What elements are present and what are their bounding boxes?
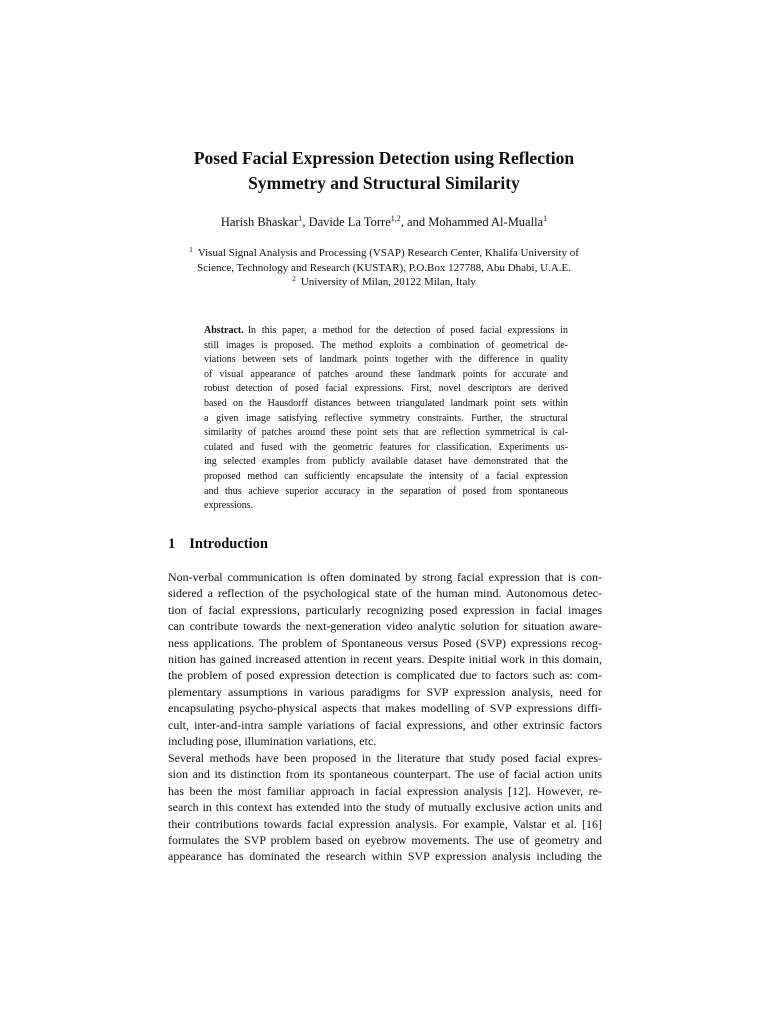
author-affiliation-mark: 1 — [543, 214, 548, 223]
paragraph-line: has been the most familiar approach in facial expression analysis [12]. However, re- — [168, 783, 602, 798]
paragraph-line: plementary assumptions in various paradigms for SVP expression analysis, need for — [168, 684, 602, 699]
paragraph-line: encapsulating psycho-physical aspects that makes modelling of SVP expressions diffi- — [168, 701, 602, 716]
abstract-line: expressions. — [204, 500, 254, 512]
abstract-line: ing selected examples from publicly available dataset have demonstrated that the — [204, 456, 568, 468]
author-name: Davide La Torre — [308, 215, 391, 229]
body-paragraph — [168, 569, 602, 749]
author-name: Harish Bhaskar — [220, 215, 299, 229]
abstract-line: of visual appearance of patches around these landmark points for accurate and — [204, 368, 568, 380]
affiliation-mark: 1 — [189, 245, 193, 254]
affiliation-line — [150, 275, 618, 290]
title-line: Symmetry and Structural Similarity — [248, 173, 520, 193]
section-title: Introduction — [189, 536, 268, 552]
abstract-line — [204, 324, 568, 339]
paragraph-line: including pose, illumination variations, etc. — [168, 734, 377, 749]
paragraph-line: can contribute towards the next-generation video analytic solution for situation aware- — [168, 619, 602, 634]
abstract-label: Abstract. — [204, 325, 244, 336]
paragraph-line: the problem of posed expression detection is complicated due to factors such as: com- — [168, 668, 602, 683]
affiliation-mark: 2 — [292, 274, 296, 283]
paragraph-line: sidered a reflection of the psychological state of the human mind. Autonomous detec- — [168, 586, 602, 601]
affiliation-line — [150, 246, 618, 261]
affiliation-line: Science, Technology and Research (KUSTAR), P.O.Box 127788, Abu Dhabi, U.A.E. — [197, 261, 571, 274]
abstract-line: a given image satisfying reflective symmetry constraints. Further, the structural — [204, 412, 568, 424]
paragraph-line: tion of facial expressions, particularly recognizing posed expression in facial images — [168, 602, 602, 617]
paper-title — [120, 146, 648, 196]
abstract — [204, 324, 568, 514]
abstract-line: based on the Hausdorff distances between triangulated landmark point sets within — [204, 397, 568, 409]
affiliation-list — [150, 246, 618, 290]
author-list: Harish Bhaskar$^1$, Davide La Torre$^{1,2}$, and Mohammed Al-Mualla$^1$ — [220, 214, 548, 229]
author-name: and Mohammed Al-Mualla — [407, 215, 544, 229]
paragraph-line: cult, inter-and-intra sample variations of facial expressions, and other extrinsic factors — [168, 717, 602, 732]
abstract-line: and thus achieve superior accuracy in the separation of posed from spontaneous — [204, 485, 568, 497]
body-paragraph — [168, 750, 602, 865]
author-affiliation-mark: 1,2 — [390, 214, 401, 223]
abstract-line: culated and fused with the geometric features for classification. Experiments us- — [204, 441, 568, 453]
paragraph-line: ness applications. The problem of Spontaneous versus Posed (SVP) expressions recog- — [168, 635, 602, 650]
abstract-line: similarity of patches around these point sets that are reflection symmetrical is cal- — [204, 427, 568, 439]
title-line: Posed Facial Expression Detection using Reflection — [193, 148, 575, 168]
paragraph-line: nition has gained increased attention in recent years. Despite initial work in this domain, — [168, 652, 602, 667]
section-number: 1 — [168, 536, 176, 552]
affiliation-text: Visual Signal Analysis and Processing (VSAP) Research Center, Khalifa University of — [197, 247, 579, 259]
paragraph-line: formulates the SVP problem based on eyebrow movements. The use of geometry and — [168, 833, 602, 848]
paragraph-line: Non-verbal communication is often dominated by strong facial expression that is con- — [168, 570, 602, 584]
section-heading — [168, 535, 268, 553]
paragraph-line: search in this context has extended into the study of mutually exclusive action units and — [168, 800, 602, 815]
abstract-line: robust detection of posed facial expressions. First, novel descriptors are derived — [204, 383, 568, 395]
paragraph-line: Several methods have been proposed in the literature that study posed facial expres- — [168, 751, 602, 765]
paragraph-line: appearance has dominated the research within SVP expression analysis including the — [168, 849, 602, 864]
paragraph-line: sion and its distinction from its spontaneous counterpart. The use of facial action units — [168, 767, 602, 782]
affiliation-text: University of Milan, 20122 Milan, Italy — [300, 276, 476, 288]
abstract-line: viations between sets of landmark points together with the difference in quality — [204, 354, 568, 366]
abstract-line: proposed method can sufficiently encapsulate the intensity of a facial expression — [204, 470, 568, 482]
author-affiliation-mark: 1 — [298, 214, 303, 223]
paragraph-line: their contributions towards facial expression analysis. For example, Valstar et al. [16] — [168, 816, 602, 831]
abstract-line: still images is proposed. The method exploits a combination of geometrical de- — [204, 339, 568, 351]
abstract-text: In this paper, a method for the detection of posed facial expressions in — [247, 325, 568, 336]
